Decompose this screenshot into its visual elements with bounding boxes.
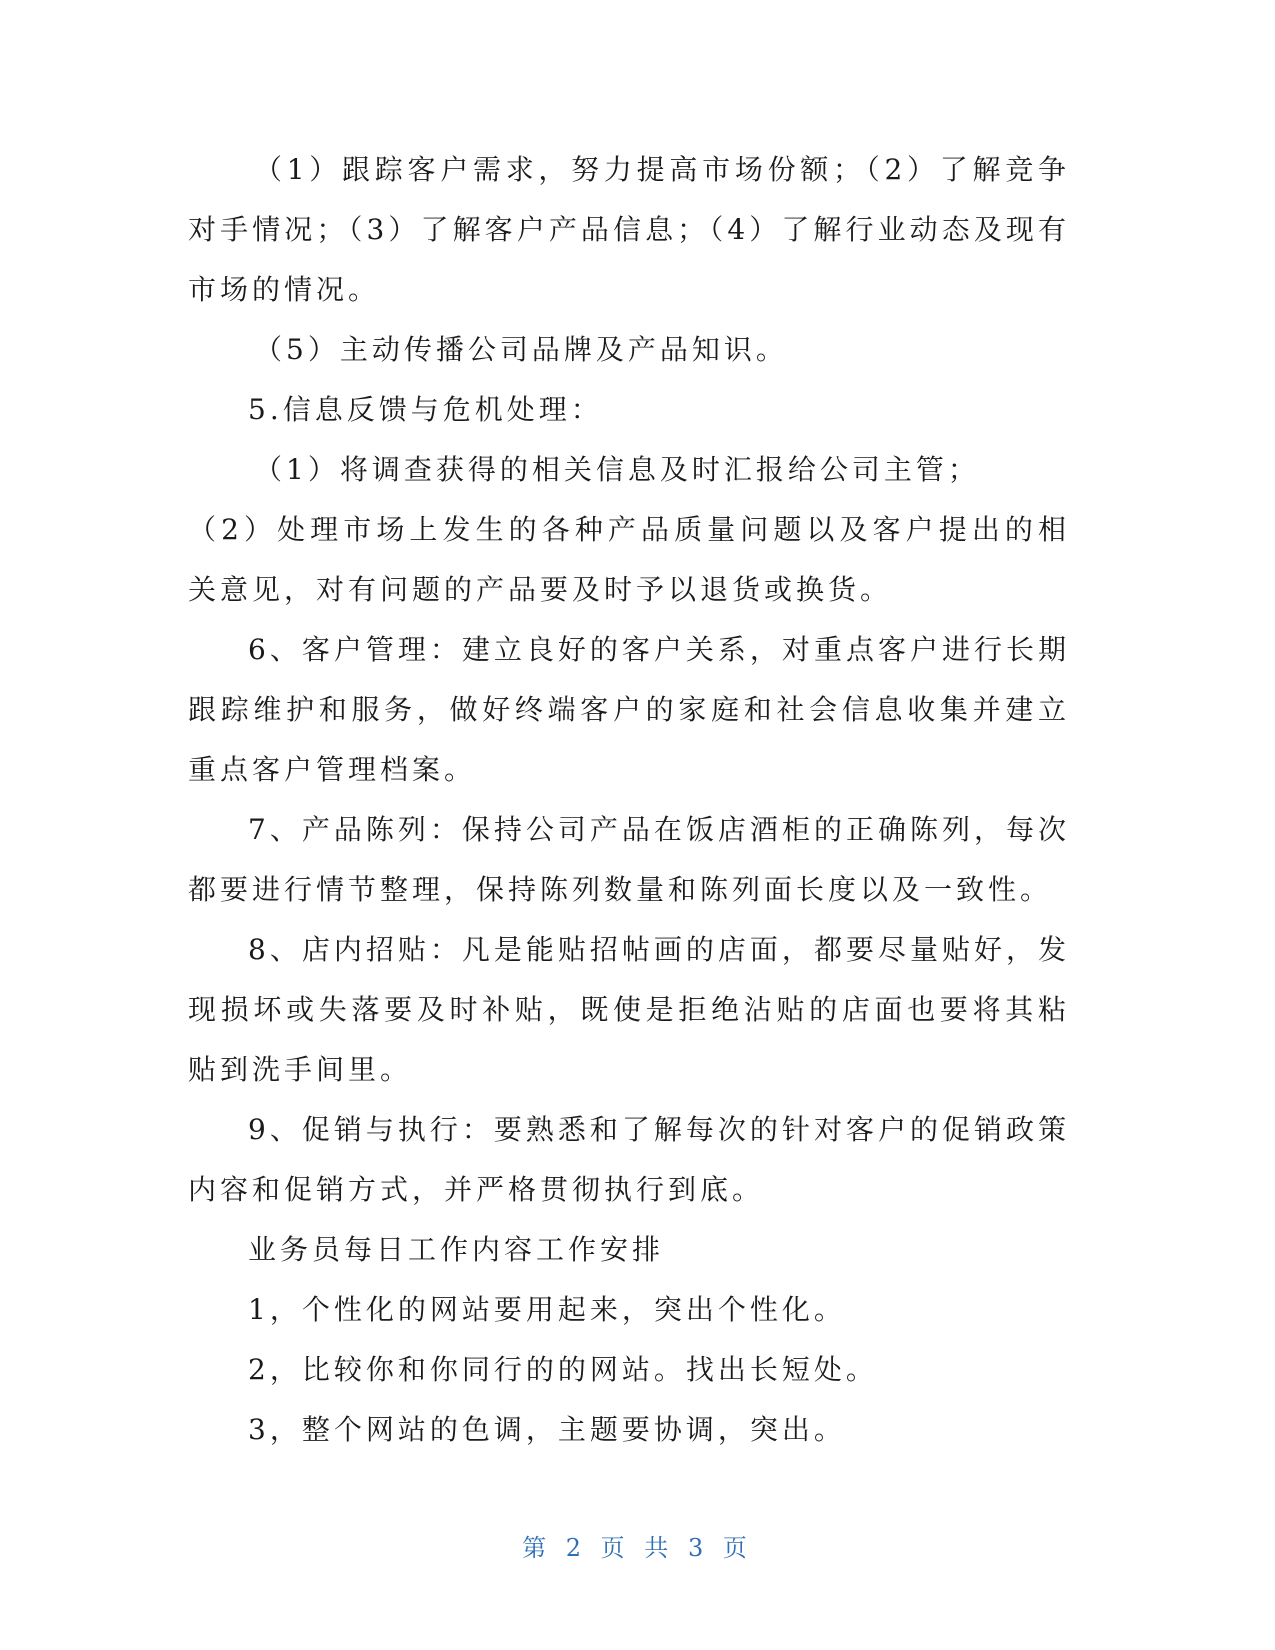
- paragraph-item-1: 1，个性化的网站要用起来，突出个性化。: [248, 1293, 846, 1326]
- page-number-footer: 第 2 页 共 3 页: [522, 1534, 753, 1562]
- paragraph-feedback-1: （1）将调查获得的相关信息及时汇报给公司主管；: [254, 453, 980, 486]
- paragraph-store-posters: 8、店内招贴：凡是能贴招帖画的店面，都要尽量贴好，发现损坏或失落要及时补贴，既使是拒绝沾贴的店面也要将其粘贴到洗手间里。: [188, 933, 1070, 1086]
- paragraph-product-display: 7、产品陈列：保持公司产品在饭店酒柜的正确陈列，每次都要进行情节整理，保持陈列数量和陈列面长度以及一致性。: [188, 813, 1070, 906]
- paragraph-promotion: 9、促销与执行：要熟悉和了解每次的针对客户的促销政策内容和促销方式，并严格贯彻执行到底。: [188, 1113, 1070, 1206]
- paragraph-item-3: 3，整个网站的色调，主题要协调，突出。: [248, 1413, 846, 1446]
- paragraph-item-2: 2，比较你和你同行的的网站。找出长短处。: [248, 1353, 878, 1386]
- paragraph-brand: （5）主动传播公司品牌及产品知识。: [254, 333, 788, 366]
- document-body: [188, 140, 1070, 1460]
- paragraph-daily-work-heading: 业务员每日工作内容工作安排: [248, 1233, 665, 1266]
- paragraph-tracking: （1）跟踪客户需求，努力提高市场份额；（2）了解竞争对手情况；（3）了解客户产品信息；（4）了解行业动态及现有市场的情况。: [188, 153, 1070, 306]
- paragraph-feedback-heading: 5.信息反馈与危机处理：: [248, 393, 603, 426]
- paragraph-feedback-2: （2）处理市场上发生的各种产品质量问题以及客户提出的相关意见，对有问题的产品要及时予以退货或换货。: [188, 513, 1070, 606]
- paragraph-customer-management: 6、客户管理：建立良好的客户关系，对重点客户进行长期跟踪维护和服务，做好终端客户的家庭和社会信息收集并建立重点客户管理档案。: [188, 633, 1070, 786]
